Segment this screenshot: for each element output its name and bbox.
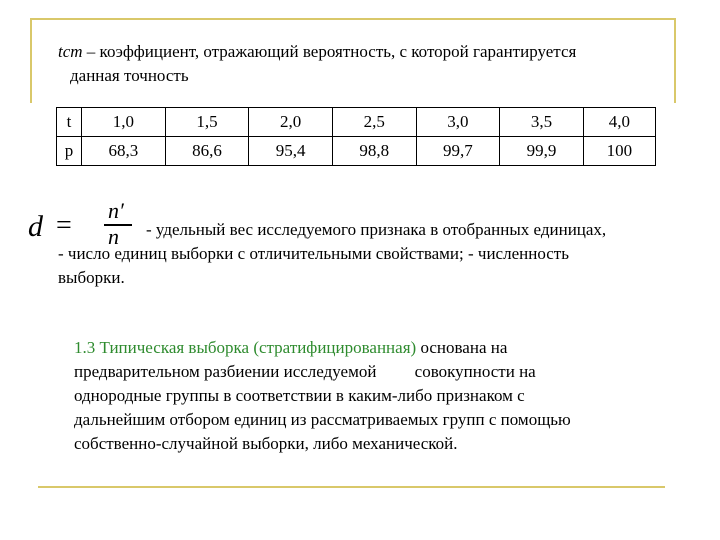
table-cell: 1,0 — [82, 108, 166, 137]
description-line3: выборки. — [58, 268, 125, 287]
paragraph-line4: дальнейшим отбором единиц из рассматриваемых групп с помощью — [74, 410, 571, 429]
table-row-t — [57, 108, 656, 137]
frame-bottom-border — [38, 486, 665, 488]
paragraph-line2: предварительном разбиении исследуемой совокупности на — [74, 362, 536, 381]
table-cell: 3,5 — [500, 108, 584, 137]
intro-line2: данная точность — [70, 66, 189, 85]
paragraph-line3: однородные группы в соответствии в каким-либо признаком с — [74, 386, 525, 405]
table-row-label: p — [57, 137, 82, 166]
table-cell: 95,4 — [249, 137, 333, 166]
tcm-symbol: tcm — [58, 42, 83, 61]
formula-equals: = — [56, 210, 72, 241]
paragraph-line1: основана на — [416, 338, 508, 357]
table-cell: 2,5 — [332, 108, 416, 137]
frame-top-border — [30, 18, 675, 20]
paragraph-line5: собственно-случайной выборки, либо механической. — [74, 434, 458, 453]
table-cell: 100 — [583, 137, 655, 166]
intro-text — [58, 40, 678, 88]
formula-lhs: d — [28, 210, 43, 243]
table-cell: 99,9 — [500, 137, 584, 166]
formula-denominator: n — [108, 224, 119, 249]
intro-line1: – коэффициент, отражающий вероятность, с которой гарантируется — [82, 42, 577, 61]
table-cell: 4,0 — [583, 108, 655, 137]
table-cell: 98,8 — [332, 137, 416, 166]
typical-sample-paragraph — [74, 336, 664, 456]
table-cell: 68,3 — [82, 137, 166, 166]
description-line1: - удельный вес исследуемого признака в отобранных единицах, — [146, 220, 607, 239]
table-cell: 1,5 — [165, 108, 249, 137]
table-cell: 86,6 — [165, 137, 249, 166]
description-line2: - число единиц выборки с отличительными свойствами; - численность — [58, 244, 569, 263]
probability-table — [56, 107, 656, 166]
table-cell: 99,7 — [416, 137, 500, 166]
section-heading: 1.3 Типическая выборка (стратифицированная) — [74, 338, 417, 357]
formula-description — [58, 218, 683, 290]
table-cell: 3,0 — [416, 108, 500, 137]
table-row-p — [57, 137, 656, 166]
formula-numerator: n′ — [108, 198, 124, 223]
frame-left-border — [30, 18, 32, 103]
table-cell: 2,0 — [249, 108, 333, 137]
table-row-label: t — [57, 108, 82, 137]
